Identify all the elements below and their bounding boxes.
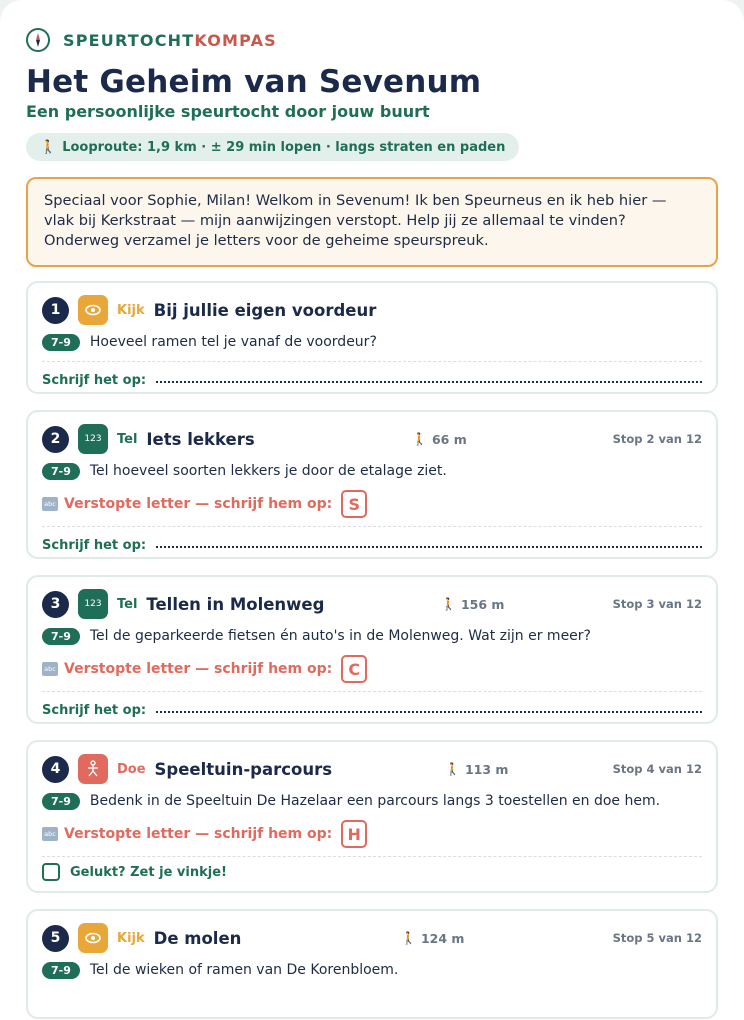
stop-number: 4 <box>42 756 69 783</box>
write-label: Schrijf het op: <box>42 373 147 388</box>
done-checkbox[interactable] <box>42 863 60 881</box>
stop-question: Bedenk in de Speeltuin De Hazelaar een parcours langs 3 toestellen en doe hem. <box>89 793 661 809</box>
distance <box>401 931 464 946</box>
stop-number: 5 <box>42 925 69 952</box>
stop-card-2 <box>26 410 718 559</box>
age-badge: 7-9 <box>42 463 80 480</box>
stop-title: Iets lekkers <box>146 429 255 449</box>
intro-box <box>26 177 718 267</box>
abc-icon: abc <box>42 662 58 676</box>
hidden-letter-box: S <box>341 490 367 518</box>
walking-person-icon: 🚶 <box>445 762 460 776</box>
eye-icon <box>78 295 108 325</box>
stop-number: 1 <box>42 297 69 324</box>
stop-type: Kijk <box>117 302 145 318</box>
stop-card-1 <box>26 281 718 394</box>
123-icon: 123 <box>78 589 108 619</box>
stop-card-4 <box>26 740 718 893</box>
stop-question: Hoeveel ramen tel je vanaf de voordeur? <box>89 334 377 350</box>
stop-counter: Stop 2 van 12 <box>612 432 702 446</box>
stop-card-5 <box>26 909 718 1019</box>
distance-value: 113 m <box>464 761 509 777</box>
stop-question: Tel de geparkeerde fietsen én auto's in de Molenweg. Wat zijn er meer? <box>89 628 591 644</box>
distance-value: 156 m <box>460 596 505 612</box>
distance <box>441 597 504 612</box>
page-subtitle: Een persoonlijke speurtocht door jouw buurt <box>26 102 430 121</box>
distance-value: 124 m <box>420 930 465 946</box>
stop-question: Tel de wieken of ramen van De Korenbloem. <box>89 962 399 978</box>
age-badge: 7-9 <box>42 962 80 979</box>
123-icon: 123 <box>78 424 108 454</box>
hidden-letter-box: C <box>341 655 367 683</box>
walking-person-icon: 🚶 <box>40 139 57 155</box>
route-pill <box>26 133 519 161</box>
distance <box>445 762 508 777</box>
stop-counter: Stop 3 van 12 <box>612 597 702 611</box>
stop-type: Doe <box>117 761 146 777</box>
page-title: Het Geheim van Sevenum <box>26 64 482 100</box>
abc-icon: abc <box>42 827 58 841</box>
stop-type: Tel <box>117 596 138 612</box>
stop-question: Tel hoeveel soorten lekkers je door de etalage ziet. <box>89 463 447 479</box>
write-label: Schrijf het op: <box>42 703 147 718</box>
hidden-letter-label: Verstopte letter — schrijf hem op: <box>64 826 333 842</box>
hidden-letter-box: H <box>341 820 367 848</box>
brand-name <box>63 31 277 50</box>
abc-icon: abc <box>42 497 58 511</box>
stop-title: Bij jullie eigen voordeur <box>153 300 377 320</box>
hidden-letter-label: Verstopte letter — schrijf hem op: <box>64 661 333 677</box>
brand <box>26 24 718 56</box>
eye-icon <box>78 923 108 953</box>
brand-part-2: KOMPAS <box>194 30 277 50</box>
intro-text: Speciaal voor Sophie, Milan! Welkom in Sevenum! Ik ben Speurneus en ik heb hier — vlak bij Kerkstraat — mijn aanwijzingen verstopt. Help jij ze allemaal te vinden? Onderweg verzamel je letters voor de geheime speurspreuk. <box>44 192 667 249</box>
compass-icon <box>26 28 50 52</box>
age-badge: 7-9 <box>42 334 80 351</box>
brand-part-1: SPEURTOCHT <box>63 30 195 50</box>
write-answer-line[interactable] <box>156 379 702 383</box>
write-answer-line[interactable] <box>156 544 702 548</box>
walking-person-icon: 🚶 <box>412 432 427 446</box>
person-icon <box>78 754 108 784</box>
hidden-letter-label: Verstopte letter — schrijf hem op: <box>64 496 333 512</box>
age-badge: 7-9 <box>42 793 80 810</box>
stop-number: 2 <box>42 426 69 453</box>
distance <box>412 432 467 447</box>
age-badge: 7-9 <box>42 628 80 645</box>
route-text: Looproute: 1,9 km · ± 29 min lopen · langs straten en paden <box>62 139 506 155</box>
done-checkbox-label: Gelukt? Zet je vinkje! <box>70 864 227 880</box>
walking-person-icon: 🚶 <box>401 931 416 945</box>
stop-type: Kijk <box>117 930 145 946</box>
stop-counter: Stop 5 van 12 <box>612 931 702 945</box>
stop-type: Tel <box>117 431 138 447</box>
write-answer-line[interactable] <box>156 709 702 713</box>
stop-title: Tellen in Molenweg <box>146 594 325 614</box>
stop-counter: Stop 4 van 12 <box>612 762 702 776</box>
distance-value: 66 m <box>431 431 467 447</box>
walking-person-icon: 🚶 <box>441 597 456 611</box>
stop-title: De molen <box>153 928 242 948</box>
stop-card-3 <box>26 575 718 724</box>
stop-number: 3 <box>42 591 69 618</box>
stop-title: Speeltuin-parcours <box>154 759 333 779</box>
write-label: Schrijf het op: <box>42 538 147 553</box>
